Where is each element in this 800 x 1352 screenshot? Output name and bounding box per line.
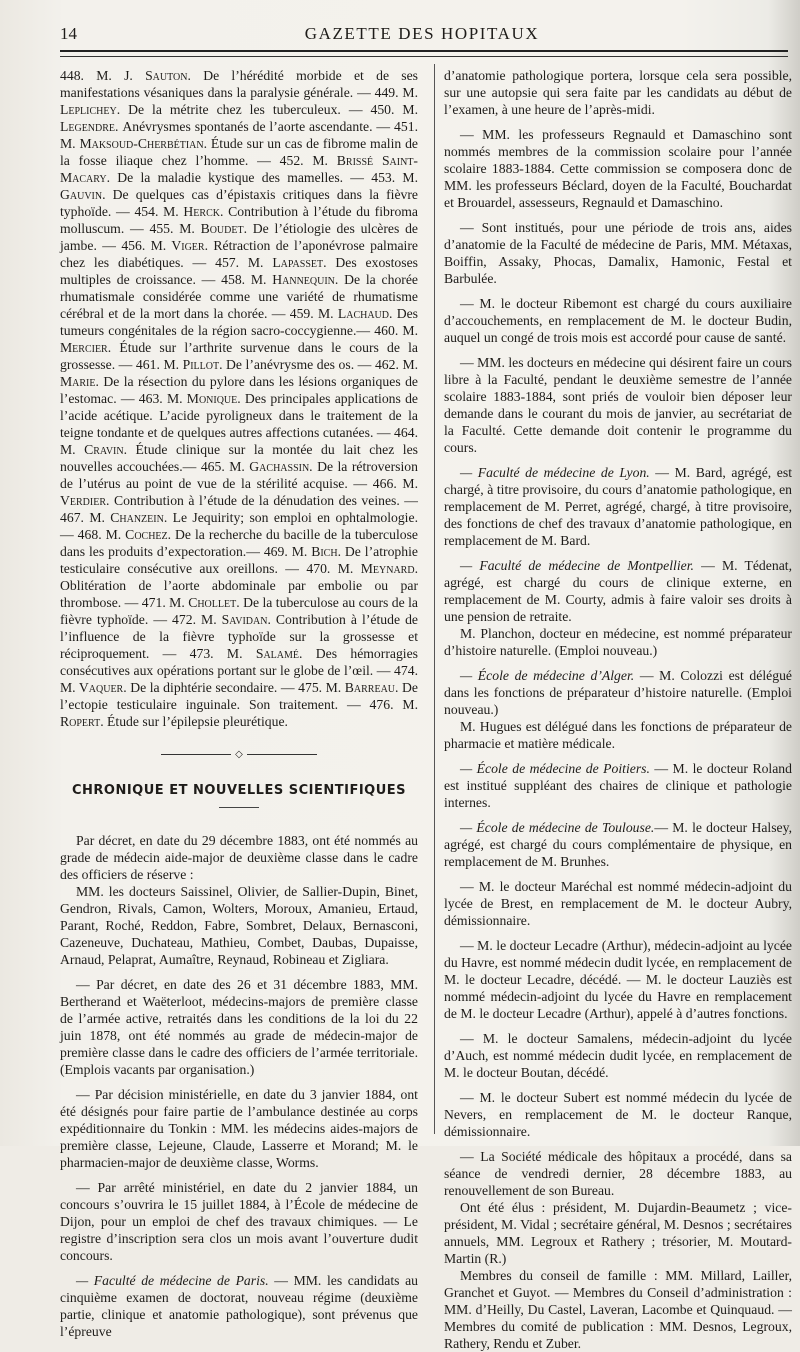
thesis-number: 472. xyxy=(172,612,202,627)
alger-heading: — École de médecine d’Alger. xyxy=(460,668,635,683)
thesis-title: De la diphtérie secondaire. — xyxy=(130,680,299,695)
thesis-title: Oblitération de l’aorte abdominale par embolie ou par thrombose. — xyxy=(60,578,418,610)
left-column xyxy=(60,67,418,1340)
paragraph-autopsie: d’anatomie pathologique portera, lorsque cela sera possible, sur une autopsie qui sera faite par les candidats au début de l’examen, à une heure de l’après-midi. xyxy=(444,68,792,117)
thesis-number: 465. xyxy=(200,459,230,474)
paragraph-aides-anatomie: — Sont institués, pour une période de trois ans, aides d’anatomie de la Faculté de médecine de Paris, MM. Métaxas, Boiffin, Assaky, Phocas, Damalix, Hamonic, Festal et Barbulée. xyxy=(444,220,792,286)
paragraph-poitiers xyxy=(444,760,792,811)
thesis-title: Le Jequirity; son emploi en ophtalmologie. — xyxy=(60,510,418,542)
thesis-title: De l’hérédité morbide et de ses manifestations vésaniques dans la paralysie générale. — xyxy=(60,68,419,100)
thesis-title: Des principales applications de l’acide acétique. L’acide pyroligneux dans le traitement de la teigne tondante et de quelques autres affections cutanées. — xyxy=(60,391,418,440)
thesis-number: 461. xyxy=(135,357,164,372)
thesis-number: 455. xyxy=(149,221,180,236)
thesis-number: 473. xyxy=(189,646,227,661)
thesis-author: M. Cravin. xyxy=(60,442,136,457)
paragraph-havre: — M. le docteur Lecadre (Arthur), médecin-adjoint au lycée du Havre, est nommé médecin dudit lycée, en remplacement de M. le docteur Lecadre, décédé. — M. le docteur Lauziès est nommé médecin-adjoint du lycée du Havre en remplacement de M. le docteur Lecadre (Arthur), appelé à d’autres fonctions. xyxy=(444,938,792,1021)
thesis-author: M. Monique. xyxy=(166,391,245,406)
thesis-author: M. Pillot. xyxy=(163,357,227,372)
thesis-title: Anévrysmes spontanés de l’aorte ascendante. — xyxy=(122,119,395,134)
section-title: CHRONIQUE ET NOUVELLES SCIENTIFIQUES xyxy=(71,783,407,798)
thesis-number: 459. xyxy=(289,306,318,321)
thesis-number: 458. xyxy=(221,272,251,287)
thesis-entry xyxy=(60,68,418,100)
thesis-number: 475. xyxy=(298,680,326,695)
lyon-heading: — Faculté de médecine de Lyon. xyxy=(460,465,650,480)
toulouse-heading: — École de médecine de Toulouse. xyxy=(460,820,655,835)
thesis-author: M. Salamé. xyxy=(226,646,316,661)
thesis-title: Étude sur l’épilepsie pleurétique. xyxy=(107,714,288,729)
paragraph-commission: — MM. les professeurs Regnauld et Damaschino sont nommés membres de la commission scolaire pour l’année scolaire 1883-1884. Cette commission se composera donc de MM. les professeurs Béclard, doyen de la Faculté, Bouchardat et Brouardel, assesseurs, Regnauld et Damaschino. xyxy=(444,127,792,210)
thesis-number: 448. xyxy=(60,68,97,83)
thesis-author: M. Marie. xyxy=(60,357,419,389)
paragraph-lyon xyxy=(444,464,792,549)
thesis-number: 464. xyxy=(394,425,418,440)
poitiers-text: — M. le docteur Roland est institué suppléant des chaires de clinique et pathologie internes. xyxy=(444,761,792,810)
thesis-author: M. Maksoud-Cherbétian. xyxy=(60,136,211,151)
paragraph-dijon-concours: — Par arrêté ministériel, en date du 2 janvier 1884, un concours s’ouvrira le 15 juillet 1884, à l’École de médecine de Dijon, pour un emploi de chef des travaux chimiques. — Le registre d’inscription sera clos un mois avant l’ouverture dudit concours. xyxy=(60,1180,418,1263)
thesis-number: 452. xyxy=(279,153,313,168)
thesis-number: 460. xyxy=(374,323,403,338)
paragraph-nevers: — M. le docteur Subert est nommé médecin du lycée de Nevers, en remplacement de M. le docteur Ranque, démissionnaire. xyxy=(444,1090,792,1139)
thesis-title: Contribution à l’étude de l’influence de la fièvre typhoïde sur la grossesse et réciproquement. — xyxy=(60,612,418,661)
theses-list xyxy=(60,67,418,730)
thesis-author: M. Vaquer. xyxy=(60,680,131,695)
thesis-title: De la résection du pylore dans les lésions organiques de l’estomac. — xyxy=(60,374,418,406)
thesis-title: Étude sur un cas de fibrome malin de la fosse iliaque chez l’homme. — xyxy=(60,136,418,168)
paragraph-decret-territoriale: — Par décret, en date des 26 et 31 décembre 1883, MM. Bertherand et Waëterloot, médecins-majors de première classe de l’armée active, retraités dans les conditions de la loi du 22 juin 1878, ont été nommés au grade de médecin-major de première classe dans le cadre des officiers de l’armée territoriale. (Emplois vacants par organisation.) xyxy=(60,977,418,1077)
thesis-title: De la maladie kystique des mamelles. — xyxy=(117,170,372,185)
paragraph-auch: — M. le docteur Samalens, médecin-adjoint du lycée d’Auch, est nommé médecin dudit lycée, en remplacement de M. le docteur Boutan, décédé. xyxy=(444,1031,792,1080)
thesis-number: 474. xyxy=(394,663,418,678)
thesis-title: De l’anévrysme des os. — xyxy=(226,357,375,372)
lyon-text: — M. Bard, agrégé, est chargé, à titre provisoire, du cours d’anatomie pathologique, en remplacement de M. Perret, agrégé, chargé, à titre provisoire, des fonctions de chef des travaux d’anatomie pathologique, en remplacement de M. Bard. xyxy=(444,465,792,548)
paragraph-membres: Membres du conseil de famille : MM. Millard, Lailler, Granchet et Guyot. — Membres du Conseil d’administration : MM. d’Heilly, Du Castel, Laveran, Lacombe et Quinquaud. — Membres du comité de publication : MM. Desnos, Legroux, Rathery, Rendu et Zuber. xyxy=(444,1268,792,1351)
thesis-author: M. Gauvin. xyxy=(60,170,419,202)
thesis-number: 450. xyxy=(370,102,403,117)
thesis-title: Des exostoses multiples de croissance. — xyxy=(60,255,418,287)
thesis-number: 471. xyxy=(141,595,170,610)
thesis-number: 451. xyxy=(394,119,418,134)
thesis-number: 463. xyxy=(138,391,167,406)
thesis-author: M. Mercier. xyxy=(60,323,419,355)
thesis-number: 470. xyxy=(306,561,338,576)
thesis-author: M. Chollet. xyxy=(169,595,244,610)
faculte-paris-heading: — Faculté de médecine de Paris. xyxy=(76,1273,269,1288)
thesis-author: M. Meynard. xyxy=(337,561,418,576)
thesis-title: Des tumeurs congénitales de la région sacro-coccygienne.— xyxy=(60,306,419,338)
thesis-title: Rétraction de l’aponévrose palmaire chez les diabétiques. — xyxy=(60,238,418,270)
thesis-author: M. Savidan. xyxy=(201,612,276,627)
paragraph-cours-libre: — MM. les docteurs en médecine qui désirent faire un cours libre à la Faculté, pendant le deuxième semestre de l’année scolaire 1883-1884, sont priés de vouloir bien déposer leur demande dans le courant du mois de janvier, au secrétariat de la Faculté. Cette demande doit contenir le programme du cours. xyxy=(444,355,792,455)
thesis-number: 466. xyxy=(372,476,403,491)
header-rule-thin xyxy=(60,56,788,57)
thesis-title: De l’ectopie testiculaire inguinale. Son traitement. — xyxy=(60,680,418,712)
thesis-author: M. Viger. xyxy=(150,238,214,253)
thesis-number: 467. xyxy=(60,510,90,525)
thesis-author: M. Leplichey. xyxy=(60,85,418,117)
thesis-number: 468. xyxy=(77,527,106,542)
paragraph-doctors-list: MM. les docteurs Saissinel, Olivier, de Sallier-Dupin, Binet, Gendron, Rivals, Camon, Wolters, Moroux, Amanieu, Ertaud, Parant, Roché, Reddon, Fabre, Sombret, Delaux, Bernasconi, Cazeneuve, Duchateau, Mathieu, Combet, Daubas, Dupaisse, Arnaud, Pelaprat, Aumaître, Reynaud, Robineau et Zigliara. xyxy=(60,884,418,967)
thesis-author: M. Bich. xyxy=(291,544,345,559)
thesis-author: M. Lapasset. xyxy=(247,255,336,270)
thesis-title: Étude clinique sur la montée du lait chez les nouvelles accouchées.— xyxy=(60,442,418,474)
thesis-author: M. Lachaud. xyxy=(317,306,397,321)
alger-text: — M. Colozzi est délégué dans les fonctions de préparateur d’histoire naturelle. (Emploi nouveau.) xyxy=(444,668,792,717)
thesis-title: De la tuberculose au cours de la fièvre typhoïde. — xyxy=(60,595,418,627)
thesis-title: Contribution à l’étude du fibroma molluscum. — xyxy=(60,204,419,236)
thesis-number: 454. xyxy=(134,204,164,219)
section-rule xyxy=(219,807,259,808)
thesis-title: De la recherche du bacille de la tuberculose dans les produits d’expectoration.— xyxy=(60,527,418,559)
paragraph-hugues: M. Hugues est délégué dans les fonctions de préparateur de pharmacie et matière médicale. xyxy=(444,719,792,751)
running-header xyxy=(60,24,784,48)
paragraph-tonkin: — Par décision ministérielle, en date du 3 janvier 1884, ont été désignés pour faire partie de l’ambulance destinée au corps expéditionnaire du Tonkin : MM. les médecins aides-majors de première classe, Lejeune, Claude, Lasserre et Morand; M. le pharmacien-major de deuxième classe, Worms. xyxy=(60,1087,418,1170)
thesis-title: De quelques cas d’épistaxis critiques dans la fièvre typhoïde. — xyxy=(60,187,418,219)
paragraph-toulouse xyxy=(444,819,792,870)
thesis-title: De la rétroversion de l’utérus au point de vue de la stérilité acquise. — xyxy=(60,459,418,491)
header-rule-thick xyxy=(60,50,788,52)
paragraph-elus: Ont été élus : président, M. Dujardin-Beaumetz ; vice-président, M. Vidal ; secrétaire général, M. Desnos ; secrétaires annuels, MM. Legroux et Rathery ; trésorier, M. Moutard-Martin (R.) xyxy=(444,1200,792,1266)
faculte-paris-text: — MM. les candidats au cinquième examen de doctorat, nouveau régime (deuxième partie, clinique et anatomie pathologique), sont prévenus que l’épreuve xyxy=(60,1273,418,1339)
thesis-author: M. Chanzein. xyxy=(89,510,173,525)
thesis-number: 469. xyxy=(263,544,292,559)
thesis-author: M. J. Sauton. xyxy=(96,68,204,83)
column-divider xyxy=(434,64,435,1134)
thesis-number: 457. xyxy=(215,255,248,270)
thesis-author: M. Ropert. xyxy=(60,697,418,729)
thesis-entry xyxy=(136,357,375,372)
page-number: 14 xyxy=(60,24,77,43)
thesis-title: Étude sur l’arthrite survenue dans le cours de la grossesse. — xyxy=(60,340,419,372)
thesis-title: Des hémorragies consécutives aux opérations portant sur le globe de l’œil. — xyxy=(60,646,419,678)
paragraph-decret-reserve: Par décret, en date du 29 décembre 1883, ont été nommés au grade de médecin aide-major de deuxième classe dans le cadre des officiers de réserve : xyxy=(60,833,418,882)
journal-title: GAZETTE DES HOPITAUX xyxy=(304,24,540,43)
thesis-author: M. Gachassin. xyxy=(229,459,318,474)
thesis-title: De la chorée rhumatismale considérée comme une variété de rhumatisme cérébral et de la mort dans la chorée. — xyxy=(60,272,419,321)
paragraph-faculte-paris xyxy=(60,1272,418,1340)
thesis-author: M. Cochez. xyxy=(105,527,176,542)
thesis-number: 449. xyxy=(374,85,403,100)
right-column xyxy=(444,67,792,1352)
montpellier-text: — M. Tédenat, agrégé, est chargé du cours de clinique externe, en remplacement de M. Courty, admis à faire valoir ses droits à une pension de retraite. xyxy=(444,558,792,624)
thesis-author: M. Boudet. xyxy=(179,221,253,236)
thesis-author: M. Barreau. xyxy=(325,680,403,695)
thesis-number: 462. xyxy=(374,357,403,372)
poitiers-heading: — École de médecine de Poitiers. xyxy=(460,761,650,776)
thesis-author: M. Brissé Saint-Macary. xyxy=(60,153,418,185)
toulouse-text: — M. le docteur Halsey, agrégé, est chargé du cours complémentaire de physique, en remplacement de M. Brunhes. xyxy=(444,820,792,869)
paragraph-montpellier xyxy=(444,557,792,625)
thesis-number: 456. xyxy=(121,238,151,253)
paragraph-ribemont: — M. le docteur Ribemont est chargé du cours auxiliaire d’accouchements, en remplacement de M. le docteur Budin, auquel un congé de trois mois est accordé pour cause de santé. xyxy=(444,296,792,345)
montpellier-heading: — Faculté de médecine de Montpellier. xyxy=(460,558,694,573)
ornament-divider: ◇ xyxy=(60,746,418,756)
thesis-title: Contribution à l’étude de la dénudation des veines. — xyxy=(113,493,418,508)
thesis-title: De l’étiologie des ulcères de jambe. — xyxy=(60,221,419,253)
thesis-number: 476. xyxy=(369,697,403,712)
thesis-author: M. Herck. xyxy=(163,204,229,219)
paragraph-planchon: M. Planchon, docteur en médecine, est nommé préparateur d’histoire naturelle. (Emploi nouveau.) xyxy=(444,626,792,658)
paragraph-societe-medicale: — La Société médicale des hôpitaux a procédé, dans sa séance de vendredi dernier, 28 décembre 1883, au renouvellement de son Bureau. xyxy=(444,1149,792,1198)
paragraph-alger xyxy=(444,667,792,718)
thesis-title: De la métrite chez les tuberculeux. — xyxy=(128,102,371,117)
thesis-author: M. Verdier. xyxy=(60,476,419,508)
thesis-author: M. Legendre. xyxy=(60,102,419,134)
thesis-author: M. Hannequin. xyxy=(250,272,345,287)
thesis-title: De l’atrophie testiculaire consécutive aux oreillons. — xyxy=(60,544,418,576)
paragraph-brest: — M. le docteur Maréchal est nommé médecin-adjoint du lycée de Brest, en remplacement de M. le docteur Aubry, démissionnaire. xyxy=(444,879,792,928)
thesis-number: 453. xyxy=(371,170,403,185)
